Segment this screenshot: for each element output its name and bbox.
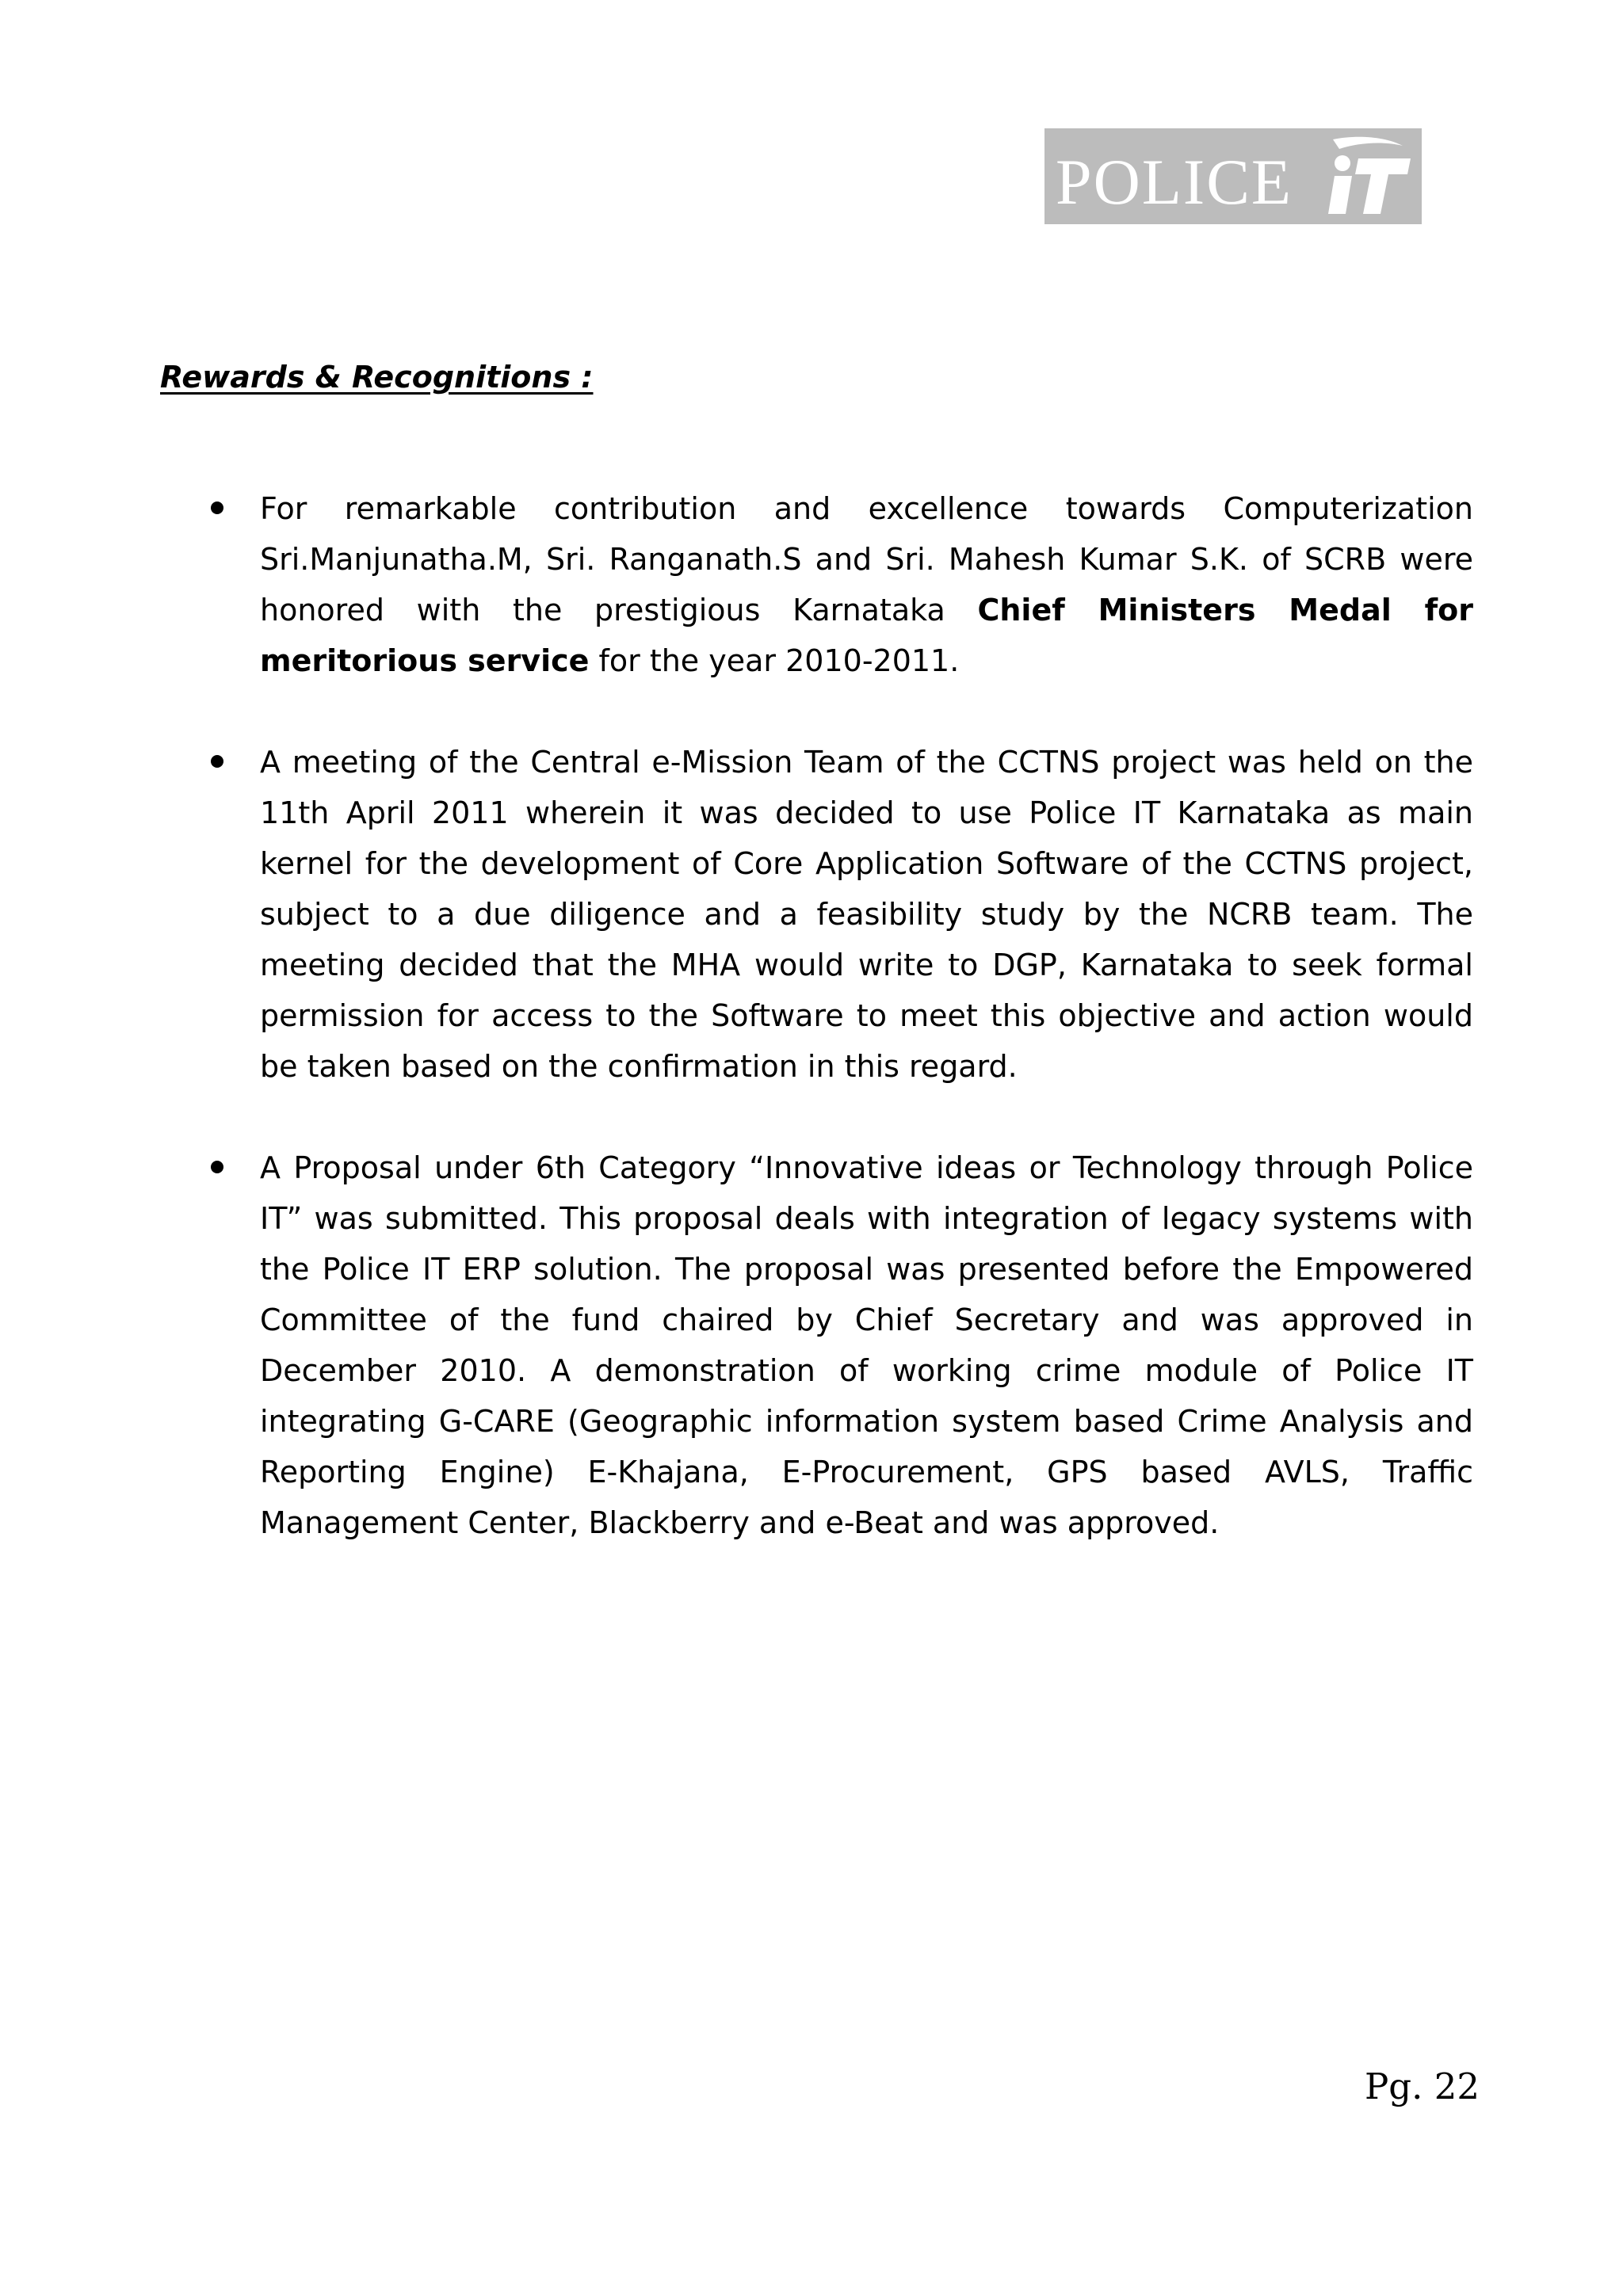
logo-word-police: POLICE <box>1056 146 1293 218</box>
list-item-text: A Proposal under 6th Category “Innovative ideas or Technology through Police IT” was submitted. This proposal deals with integration of legacy systems with the Police IT ERP solution. The proposal was presented before the Empowered Committee of the fund chaired by Chief Secretary and was approved in December 2010. A demonstration of working crime module of Police IT integrating G-CARE (Geographic information system based Crime Analysis and Reporting Engine) E-Khajana, E-Procurement, GPS based AVLS, Traffic Management Center, Blackberry and e-Beat and was approved. <box>260 1150 1473 1540</box>
bullet-icon <box>211 502 223 514</box>
police-it-logo-graphic <box>1044 128 1422 224</box>
page-number: Pg. 22 <box>1365 2065 1480 2107</box>
list-item-text-start: For remarkable contribution and excellence towards Computerization Sri.Manjunatha.M, Sri. Ranganath.S and Sri. Mahesh Kumar S.K. of SCRB were honored with the prestigious Karnataka <box>260 491 1473 627</box>
list-item-text: A meeting of the Central e-Mission Team of the CCTNS project was held on the 11th April 2011 wherein it was decided to use Police IT Karnataka as main kernel for the development of Core Application Software of the CCTNS project, subject to a due diligence and a feasibility study by the NCRB team. The meeting decided that the MHA would write to DGP, Karnataka to seek formal permission for access to the Software to meet this objective and action would be taken based on the confirmation in this regard. <box>260 745 1473 1084</box>
bullet-icon <box>211 755 223 768</box>
rewards-list <box>0 483 1623 1599</box>
list-item-text-end: for the year 2010-2011. <box>589 643 960 678</box>
police-it-logo <box>1044 128 1422 224</box>
bullet-icon <box>211 1161 223 1173</box>
list-item <box>0 1142 1473 1548</box>
section-heading: Rewards & Recognitions : <box>160 360 594 395</box>
list-item <box>0 737 1473 1092</box>
list-item <box>0 483 1473 686</box>
list-item-bold-text: Chief Ministers Medal for meritorious service <box>260 593 1473 678</box>
list-item-text <box>260 483 1473 686</box>
